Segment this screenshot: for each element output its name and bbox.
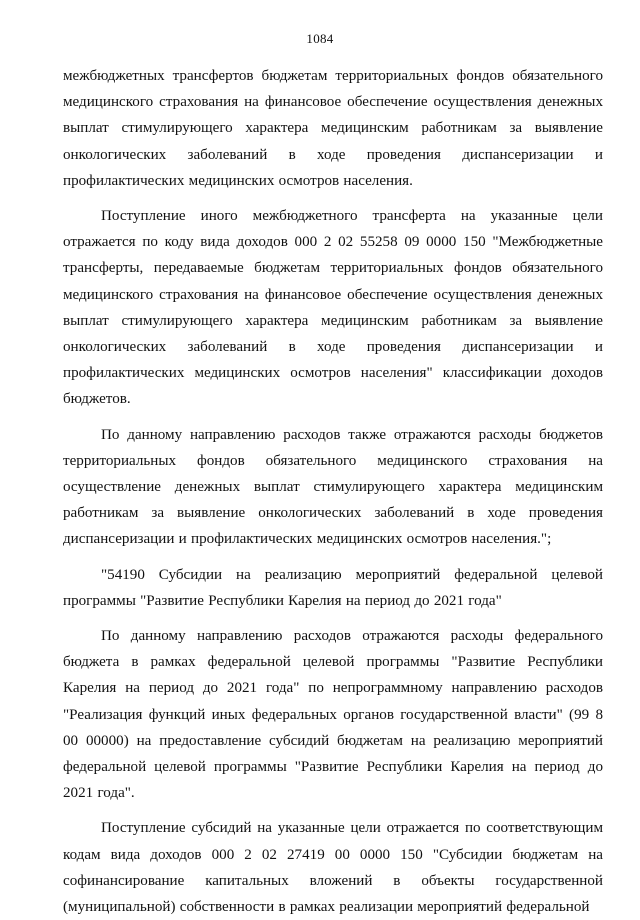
paragraph-federal-program: По данному направлению расходов отражаются расходы федерального бюджета в рамках федеральной целевой программы "Развитие Республики Карелия на период до 2021 года" по непрограммному направлению расходов "Реализация функций иных федеральных органов государственной власти" (99 8 00 00000) на предоставление субсидий бюджетам на реализацию мероприятий федеральной целевой программы "Развитие Республики Карелия на период до 2021 года". [63,628,603,802]
page-number: 1084 [306,31,334,46]
paragraph-transfer-income: Поступление иного межбюджетного трансферта на указанные цели отражается по коду вида доходов 000 2 02 55258 09 0000 150 "Межбюджетные трансферты, передаваемые бюджетам территориальных фондов обязательного медицинского страхования на финансовое обеспечение осуществления денежных выплат стимулирующего характера медицинским работникам за выявление онкологических заболеваний в ходе проведения диспансеризации и профилактических медицинских осмотров населения" классификации доходов бюджетов. [63,208,603,408]
paragraph-territorial-funds: По данному направлению расходов также отражаются расходы бюджетов территориальных фондов обязательного медицинского страхования на осуществление денежных выплат стимулирующего характера медицинским работникам за выявление онкологических заболеваний в ходе проведения диспансеризации и профилактических медицинских осмотров населения."; [63,426,603,548]
paragraph-subsidy-income: Поступление субсидий на указанные цели отражается по соответствующим кодам вида доходов 000 2 02 27419 00 0000 150 "Субсидии бюджетам на софинансирование капитальных вложений в объекты государственной (муниципальной) собственности в рамках реализации мероприятий федеральной [63,820,603,916]
paragraph-code-54190: "54190 Субсидии на реализацию мероприятий федеральной целевой программы "Развитие Республики Карелия на период до 2021 года" [63,566,603,609]
paragraph-continuation: межбюджетных трансфертов бюджетам территориальных фондов обязательного медицинского страхования на финансовое обеспечение осуществления денежных выплат стимулирующего характера медицинским работникам за выявление онкологических заболеваний в ходе проведения диспансеризации и профилактических медицинских осмотров населения. [63,68,603,189]
document-body [63,63,603,920]
